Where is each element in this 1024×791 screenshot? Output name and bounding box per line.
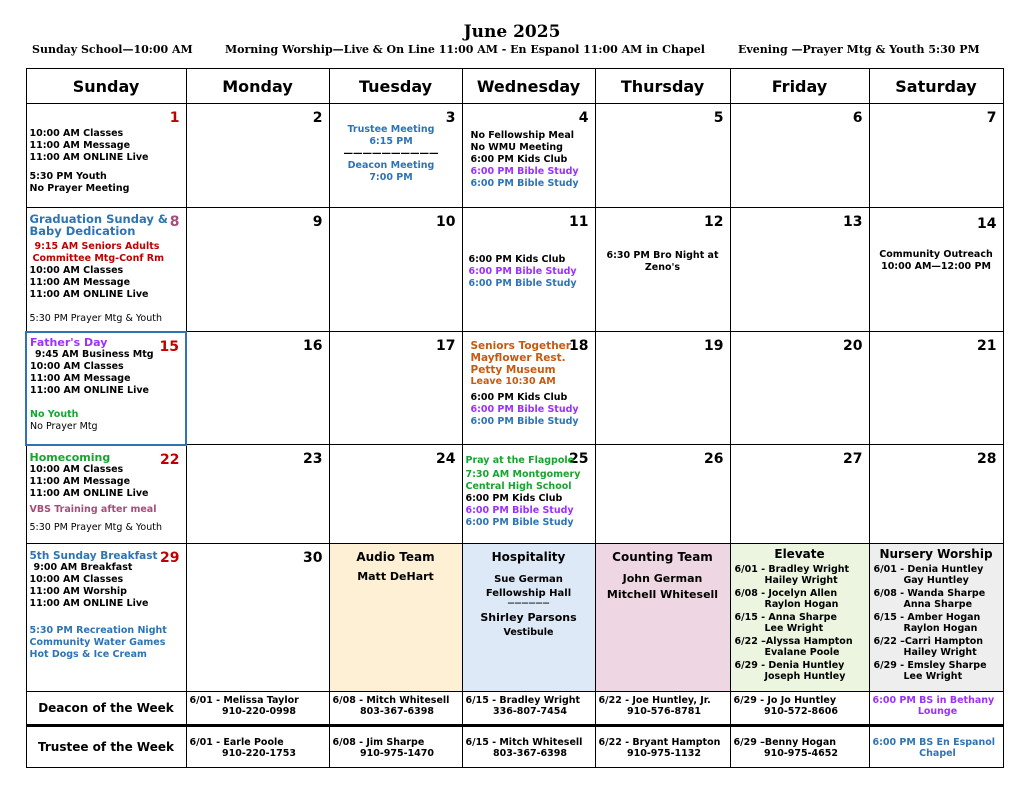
nursery-entry: Raylon Hogan <box>903 623 978 634</box>
event: 6:00 PM Kids Club <box>470 392 568 403</box>
day-header-wednesday: Wednesday <box>462 69 595 104</box>
nursery-entry: 6/15 - Amber Hogan <box>873 612 981 623</box>
page-title: June 2025 <box>463 22 561 42</box>
calendar-grid <box>25 68 1004 768</box>
event: 6:00 PM Kids Club <box>470 154 568 165</box>
event: VBS Training after meal <box>29 503 157 515</box>
day-number: 2 <box>312 110 323 126</box>
trustee-cell: 6/22 - Bryant Hampton 910-975-1132 <box>595 726 730 768</box>
deacon-extra-cell: 6:00 PM BS in Bethany Lounge <box>869 692 1003 726</box>
day-number: 6 <box>852 110 863 126</box>
day-number: 26 <box>704 451 724 467</box>
event: 10:00 AM Classes <box>29 265 124 276</box>
nursery-entry: 6/29 - Emsley Sharpe <box>873 660 987 671</box>
event: No Fellowship Meal <box>470 130 574 141</box>
trustee-cell: 6/15 - Mitch Whitesell 803-367-6398 <box>462 726 595 768</box>
event-title: Baby Dedication <box>29 224 136 238</box>
day-header-sunday: Sunday <box>26 69 186 104</box>
day-cell <box>595 208 730 332</box>
divider: —————— <box>507 599 550 607</box>
deacon-cell: 6/08 - Mitch Whitesell 803-367-6398 <box>329 692 462 726</box>
event: 5:30 PM Prayer Mtg & Youth <box>29 313 162 324</box>
counting-team-title: Counting Team <box>612 550 713 564</box>
audio-team-cell <box>329 544 462 692</box>
counting-team-name: Mitchell Whitesell <box>606 588 719 601</box>
day-number: 17 <box>436 338 456 354</box>
hospitality-place: Fellowship Hall <box>485 588 572 599</box>
audio-team-title: Audio Team <box>356 550 435 564</box>
elevate-entry: 6/01 - Bradley Wright <box>734 564 850 575</box>
day-number: 28 <box>977 451 997 467</box>
day-number: 12 <box>704 214 724 230</box>
week-row <box>26 332 1003 445</box>
day-number: 29 <box>160 550 180 566</box>
trustee-cell: 6/08 - Jim Sharpe 910-975-1470 <box>329 726 462 768</box>
elevate-entry: Raylon Hogan <box>764 599 839 610</box>
nursery-entry: 6/22 –Carri Hampton <box>873 636 984 647</box>
event-title: Father's Day <box>30 335 108 349</box>
trustee-cell: 6/01 - Earle Poole 910-220-1753 <box>186 726 329 768</box>
hospitality-cell <box>462 544 595 692</box>
evening-time: Evening —Prayer Mtg & Youth 5:30 PM <box>738 43 980 56</box>
day-cell <box>186 208 329 332</box>
nursery-cell <box>869 544 1003 692</box>
event: 6:00 PM Bible Study <box>470 404 579 415</box>
event: 11:00 AM Message <box>29 140 131 151</box>
event: Seniors Together <box>470 340 571 352</box>
trustee-extra-cell: 6:00 PM BS En Espanol Chapel <box>869 726 1003 768</box>
day-cell <box>730 208 869 332</box>
event: 10:00 AM—12:00 PM <box>881 261 991 272</box>
week-row <box>26 544 1003 692</box>
day-cell <box>869 104 1003 208</box>
day-cell <box>329 208 462 332</box>
elevate-entry: Joseph Huntley <box>764 671 846 682</box>
day-number: 1 <box>169 110 180 126</box>
event: 11:00 AM ONLINE Live <box>30 384 149 396</box>
day-number: 15 <box>159 338 179 355</box>
event: 11:00 AM ONLINE Live <box>29 487 149 499</box>
event: No Prayer Mtg <box>30 420 98 432</box>
day-cell <box>595 445 730 544</box>
day-cell <box>462 208 595 332</box>
day-header-tuesday: Tuesday <box>329 69 462 104</box>
week-row <box>26 445 1003 544</box>
day-cell <box>186 445 329 544</box>
elevate-entry: 6/15 - Anna Sharpe <box>734 612 837 623</box>
trustee-cell: 6/29 –Benny Hogan 910-975-4652 <box>730 726 869 768</box>
event: 6:00 PM Kids Club <box>465 493 563 504</box>
event-title: 5th Sunday Breakfast <box>29 550 158 562</box>
day-cell <box>869 332 1003 445</box>
event: 6:00 PM Bible Study <box>465 505 574 516</box>
deacon-cell: 6/22 - Joe Huntley, Jr. 910-576-8781 <box>595 692 730 726</box>
day-number: 23 <box>303 451 323 467</box>
event: 5:30 PM Youth <box>29 171 107 182</box>
day-number: 3 <box>445 110 456 126</box>
event: Committee Mtg-Conf Rm <box>32 253 164 264</box>
divider: —————————— <box>343 148 439 159</box>
event: 5:30 PM Prayer Mtg & Youth <box>29 521 162 533</box>
sunday-school-time: Sunday School—10:00 AM <box>32 43 193 56</box>
day-number: 4 <box>578 110 589 126</box>
nursery-entry: Hailey Wright <box>903 647 977 658</box>
deacon-row <box>26 692 1003 726</box>
day-number: 16 <box>303 338 323 354</box>
event: Deacon Meeting <box>347 160 435 171</box>
event: 6:30 PM Bro Night at <box>606 250 719 261</box>
day-cell <box>186 544 329 692</box>
day-number: 11 <box>569 214 589 230</box>
event: 10:00 AM Classes <box>29 128 124 139</box>
day-cell <box>26 332 186 445</box>
event: 6:00 PM Kids Club <box>468 254 566 265</box>
elevate-entry: 6/22 –Alyssa Hampton <box>734 636 853 647</box>
event: Community Water Games <box>29 637 166 648</box>
elevate-entry: Lee Wright <box>764 623 824 634</box>
event: 6:00 PM Bible Study <box>470 178 579 189</box>
event: 11:00 AM Message <box>29 475 131 487</box>
hospitality-place: Vestibule <box>503 627 554 638</box>
day-number: 22 <box>160 451 180 468</box>
event: 6:00 PM Bible Study <box>468 266 577 277</box>
hospitality-name: Sue German <box>494 574 563 585</box>
day-number: 19 <box>704 338 724 354</box>
event: 9:15 AM Seniors Adults <box>34 241 160 252</box>
event: 11:00 AM Worship <box>29 586 127 597</box>
day-number: 13 <box>843 214 863 230</box>
day-cell <box>730 332 869 445</box>
event: 11:00 AM Message <box>29 277 131 288</box>
week-row <box>26 104 1003 208</box>
day-number: 10 <box>436 214 456 230</box>
event: 9:45 AM Business Mtg <box>35 348 154 360</box>
day-cell <box>730 445 869 544</box>
event: Hot Dogs & Ice Cream <box>29 649 147 660</box>
day-number: 25 <box>569 451 589 467</box>
hospitality-title: Hospitality <box>491 550 566 564</box>
trustee-label-cell <box>26 726 186 768</box>
event: 7:30 AM Montgomery <box>465 469 581 480</box>
event: 11:00 AM ONLINE Live <box>29 289 149 300</box>
trustee-label: Trustee of the Week <box>38 740 174 754</box>
event: Central High School <box>465 481 572 492</box>
day-cell <box>329 332 462 445</box>
event: 10:00 AM Classes <box>29 574 124 585</box>
day-cell <box>329 445 462 544</box>
event: 10:00 AM Classes <box>30 360 124 372</box>
event: 11:00 AM ONLINE Live <box>29 598 149 609</box>
event: Petty Museum <box>470 364 556 376</box>
day-cell <box>26 544 186 692</box>
trustee-row <box>26 726 1003 768</box>
day-cell <box>462 445 595 544</box>
day-cell <box>462 332 595 445</box>
day-number: 18 <box>569 338 589 354</box>
day-cell <box>595 332 730 445</box>
nursery-entry: Anna Sharpe <box>903 599 973 610</box>
elevate-entry: Evalane Poole <box>764 647 840 658</box>
day-cell <box>730 104 869 208</box>
event: 6:00 PM Bible Study <box>470 166 579 177</box>
morning-worship-time: Morning Worship—Live & On Line 11:00 AM - En Espanol 11:00 AM in Chapel <box>225 43 705 56</box>
day-number: 8 <box>169 214 180 230</box>
event: 9:00 AM Breakfast <box>33 562 133 573</box>
nursery-entry: Gay Huntley <box>903 575 969 586</box>
day-cell <box>186 104 329 208</box>
day-cell <box>26 445 186 544</box>
deacon-cell: 6/15 - Bradley Wright 336-807-7454 <box>462 692 595 726</box>
day-number: 5 <box>713 110 724 126</box>
event: Trustee Meeting <box>347 124 435 135</box>
day-number: 27 <box>843 451 863 467</box>
event: 7:00 PM <box>369 172 413 183</box>
event: Zeno's <box>644 262 681 273</box>
deacon-label-cell <box>26 692 186 726</box>
event: Community Outreach <box>879 249 993 260</box>
counting-team-name: John German <box>622 572 703 585</box>
day-header-thursday: Thursday <box>595 69 730 104</box>
event: 6:00 PM Bible Study <box>468 278 577 289</box>
day-cell <box>869 445 1003 544</box>
day-cell <box>329 104 462 208</box>
event: 10:00 AM Classes <box>29 463 124 475</box>
day-number: 7 <box>986 110 997 126</box>
event: Pray at the Flagpole <box>465 455 575 466</box>
day-cell <box>26 104 186 208</box>
day-cell <box>462 104 595 208</box>
day-number: 21 <box>977 338 997 354</box>
hospitality-name: Shirley Parsons <box>480 611 577 624</box>
elevate-entry: 6/08 - Jocelyn Allen <box>734 588 838 599</box>
day-cell <box>869 208 1003 332</box>
event-title: Graduation Sunday & <box>29 212 168 226</box>
day-number: 20 <box>843 338 863 354</box>
deacon-cell: 6/01 - Melissa Taylor 910-220-0998 <box>186 692 329 726</box>
nursery-title: Nursery Worship <box>879 547 993 561</box>
day-cell <box>26 208 186 332</box>
day-number: 24 <box>436 451 456 467</box>
nursery-entry: 6/08 - Wanda Sharpe <box>873 588 986 599</box>
event: 6:00 PM Bible Study <box>470 416 579 427</box>
day-cell <box>595 104 730 208</box>
week-row <box>26 208 1003 332</box>
event: 6:00 PM Bible Study <box>465 517 574 528</box>
event: 11:00 AM Message <box>30 372 131 384</box>
event: No Prayer Meeting <box>29 183 130 194</box>
day-number: 30 <box>303 550 323 566</box>
event: 5:30 PM Recreation Night <box>29 625 167 636</box>
weekday-header-row <box>26 69 1003 104</box>
day-header-friday: Friday <box>730 69 869 104</box>
nursery-entry: Lee Wright <box>903 671 963 682</box>
elevate-entry: Hailey Wright <box>764 575 838 586</box>
day-header-saturday: Saturday <box>869 69 1003 104</box>
event: Leave 10:30 AM <box>470 376 556 387</box>
deacon-cell: 6/29 - Jo Jo Huntley 910-572-8606 <box>730 692 869 726</box>
nursery-entry: 6/01 - Denia Huntley <box>873 564 984 575</box>
elevate-cell <box>730 544 869 692</box>
event: 11:00 AM ONLINE Live <box>29 152 149 163</box>
day-number: 9 <box>312 214 323 230</box>
audio-team-name: Matt DeHart <box>357 570 434 583</box>
elevate-title: Elevate <box>774 547 825 561</box>
deacon-label: Deacon of the Week <box>38 701 174 715</box>
event: Mayflower Rest. <box>470 352 566 364</box>
event: No Youth <box>30 408 79 420</box>
day-header-monday: Monday <box>186 69 329 104</box>
event: No WMU Meeting <box>470 142 563 153</box>
day-cell <box>186 332 329 445</box>
event-title: Homecoming <box>29 450 111 464</box>
event: 6:15 PM <box>369 136 413 147</box>
elevate-entry: 6/29 - Denia Huntley <box>734 660 845 671</box>
counting-team-cell <box>595 544 730 692</box>
day-number: 14 <box>977 216 997 232</box>
